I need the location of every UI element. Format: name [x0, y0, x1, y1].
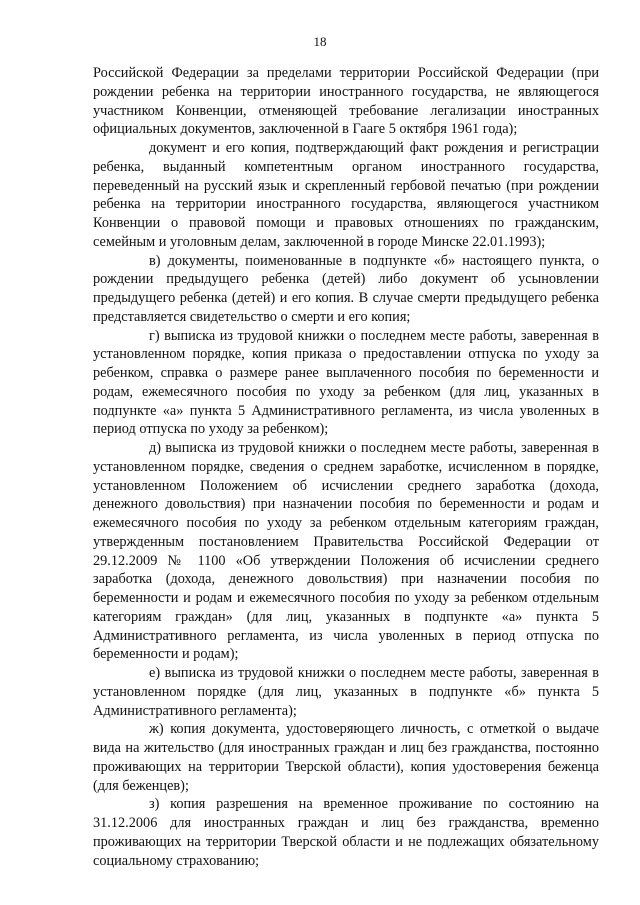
paragraph-continuation: Российской Федерации за пределами территории Российской Федерации (при рождении ребенка на территории иностранного государства, не являющегося участником Конвенции, отменяющей требование легализации иностранных официальных документов, заключенной в Гааге 5 октября 1961 года);: [93, 65, 599, 138]
document-body: [93, 64, 599, 870]
page-number: 18: [313, 34, 327, 49]
paragraph-item-v: в) документы, поименованные в подпункте «б» настоящего пункта, о рождении предыдущего ребенка (детей) либо документ об усыновлении предыдущего ребенка (детей) и его копия. В случае смерти предыдущего ребенка представляется свидетельство о смерти и его копия;: [93, 252, 599, 325]
paragraph-birth-document: документ и его копия, подтверждающий факт рождения и регистрации ребенка, выданный компетентным органом иностранного государства, переведенный на русский язык и скрепленный гербовой печатью (при рождении ребенка на территории иностранного государства, являющегося участником Конвенции о правовой помощи и правовых отношениях по гражданским, семейным и уголовным делам, заключенной в городе Минске 22.01.1993);: [93, 140, 599, 250]
paragraph-item-g: г) выписка из трудовой книжки о последнем месте работы, заверенная в установленном порядке, копия приказа о предоставлении отпуска по уходу за ребенком, справка о размере ранее выплаченного пособия по беременности и родам, ежемесячного пособия по уходу за ребенком (для лиц, указанных в подпункте «а» пункта 5 Административного регламента, из числа уволенных в период отпуска по уходу за ребенком);: [93, 327, 599, 438]
paragraph-item-z: з) копия разрешения на временное проживание по состоянию на 31.12.2006 для иностранных граждан и лиц без гражданства, временно проживающих на территории Тверской области и не подлежащих обязательному социальному страхованию;: [93, 796, 599, 869]
paragraph-item-d: д) выписка из трудовой книжки о последнем месте работы, заверенная в установленном порядке, сведения о среднем заработке, исчисленном в порядке, установленном Положением об исчислении среднего заработка (дохода, денежного довольствия) при назначении пособия по беременности и родам и ежемесячного пособия по уходу за ребенком отдельным категориям граждан, утвержденным постановлением Правительства Российской Федерации от 29.12.2009 № 1100 «Об утверждении Положения об исчислении среднего заработка (дохода, денежного довольствия) при назначении пособия по беременности и родам и ежемесячного пособия по уходу за ребенком отдельным категориям граждан» (для лиц, указанных в подпункте «а» пункта 5 Административного регламента, из числа уволенных в период отпуска по беременности и родам);: [93, 440, 599, 663]
paragraph-item-zh: ж) копия документа, удостоверяющего личность, с отметкой о выдаче вида на жительство (для иностранных граждан и лиц без гражданства, постоянно проживающих на территории Тверской области), копия удостоверения беженца (для беженцев);: [93, 721, 599, 794]
paragraph-item-e: е) выписка из трудовой книжки о последнем месте работы, заверенная в установленном порядке (для лиц, указанных в подпункте «б» пункта 5 Административного регламента);: [93, 665, 599, 719]
